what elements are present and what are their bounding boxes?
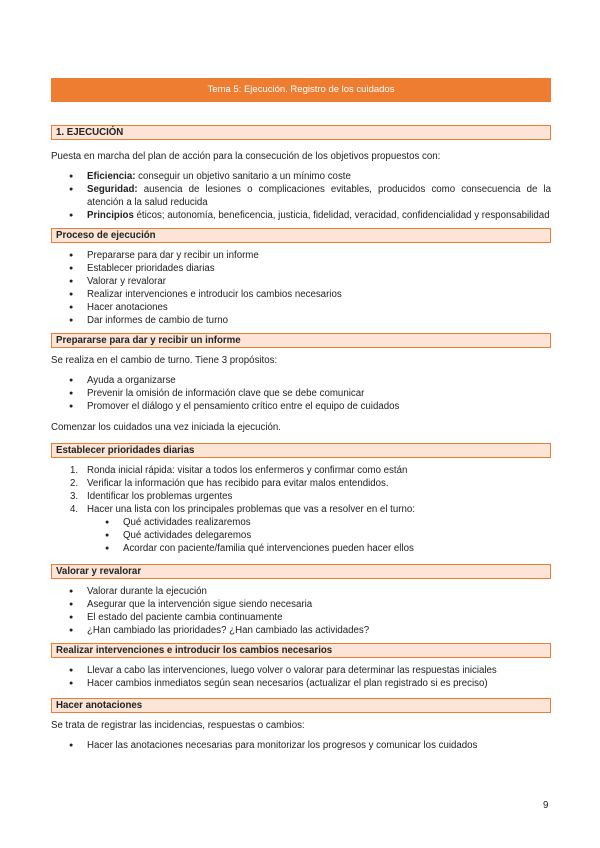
ejecucion-intro: Puesta en marcha del plan de acción para la consecución de los objetivos propuestos con:	[51, 151, 441, 162]
anotaciones-intro: Se trata de registrar las incidencias, respuestas o cambios:	[51, 720, 305, 731]
list-item: ● Hacer cambios inmediatos según sean necesarios (actualizar el plan registrado si es preciso)	[87, 677, 551, 690]
list-item: ● Prevenir la omisión de información clave que se debe comunicar	[87, 387, 551, 400]
list-item-text: Identificar los problemas urgentes	[87, 491, 233, 502]
list-item: ● Hacer anotaciones	[87, 301, 551, 314]
list-item: ● Valorar y revalorar	[87, 275, 551, 288]
list-item	[70, 477, 551, 490]
list-item: ● ¿Han cambiado las prioridades? ¿Han cambiado las actividades?	[87, 624, 551, 637]
section-heading-proceso: Proceso de ejecución	[51, 228, 551, 243]
header-banner: Tema 5: Ejecución. Registro de los cuidados	[51, 78, 551, 102]
list-item: ● Acordar con paciente/familia qué intervenciones pueden hacer ellos	[123, 542, 551, 555]
section-heading-anotaciones: Hacer anotaciones	[51, 698, 551, 713]
term: Eficiencia:	[87, 171, 136, 182]
list-number: 2.	[70, 478, 79, 489]
list-item: ● Prepararse para dar y recibir un informe	[87, 249, 551, 262]
list-number: 1.	[70, 465, 79, 476]
list-item-text: Ronda inicial rápida: visitar a todos los enfermeros y confirmar como están	[87, 465, 408, 476]
list-item	[87, 209, 551, 222]
list-item: ● Llevar a cabo las intervenciones, luego volver o valorar para determinar las respuestas iniciales	[87, 664, 551, 677]
list-number: 4.	[70, 504, 79, 515]
list-item: ● Establecer prioridades diarias	[87, 262, 551, 275]
ejecucion-list	[51, 170, 551, 222]
list-item	[70, 503, 551, 555]
prioridades-sublist	[51, 516, 551, 555]
section-heading-prioridades: Establecer prioridades diarias	[51, 443, 551, 458]
proceso-list	[51, 249, 551, 327]
list-item: ● Valorar durante la ejecución	[87, 585, 551, 598]
term: Seguridad:	[87, 184, 138, 195]
list-item: ● Asegurar que la intervención sigue siendo necesaria	[87, 598, 551, 611]
list-item-text: Hacer una lista con los principales problemas que vas a resolver en el turno:	[87, 504, 415, 515]
list-item-text: conseguir un objetivo sanitario a un mínimo coste	[135, 171, 351, 182]
list-item: ● Promover el diálogo y el pensamiento crítico entre el equipo de cuidados	[87, 400, 551, 413]
prioridades-list	[51, 464, 551, 555]
list-item: ● Qué actividades delegaremos	[123, 529, 551, 542]
anotaciones-list	[51, 739, 551, 752]
list-item: ● El estado del paciente cambia continuamente	[87, 611, 551, 624]
list-item	[70, 490, 551, 503]
page-number: 9	[543, 800, 549, 811]
list-item	[70, 464, 551, 477]
list-item-text: Verificar la información que has recibido para evitar malos entendidos.	[87, 478, 389, 489]
list-item	[87, 170, 551, 183]
realizar-list	[51, 664, 551, 690]
preparar-intro: Se realiza en el cambio de turno. Tiene 3 propósitos:	[51, 355, 278, 366]
section-heading-preparar: Prepararse para dar y recibir un informe	[51, 333, 551, 348]
term: Principios	[87, 210, 134, 221]
section-heading-realizar: Realizar intervenciones e introducir los cambios necesarios	[51, 643, 551, 658]
list-item: ● Dar informes de cambio de turno	[87, 314, 551, 327]
list-item: ● Qué actividades realizaremos	[123, 516, 551, 529]
list-item	[87, 183, 551, 209]
list-number: 3.	[70, 491, 79, 502]
list-item: ● Realizar intervenciones e introducir los cambios necesarios	[87, 288, 551, 301]
preparar-outro: Comenzar los cuidados una vez iniciada la ejecución.	[51, 422, 281, 433]
section-heading-ejecucion: 1. EJECUCIÓN	[51, 125, 551, 140]
section-heading-valorar: Valorar y revalorar	[51, 564, 551, 579]
valorar-list	[51, 585, 551, 637]
list-item: ● Hacer las anotaciones necesarias para monitorizar los progresos y comunicar los cuidados	[87, 739, 551, 752]
list-item-text: ausencia de lesiones o complicaciones evitables, producidos como consecuencia de la atención a la salud reducida	[87, 184, 551, 208]
preparar-list	[51, 374, 551, 413]
list-item-text: éticos; autonomía, beneficencia, justicia, fidelidad, veracidad, confidencialidad y responsabilidad	[133, 210, 550, 221]
document-body	[51, 125, 551, 752]
list-item: ● Ayuda a organizarse	[87, 374, 551, 387]
